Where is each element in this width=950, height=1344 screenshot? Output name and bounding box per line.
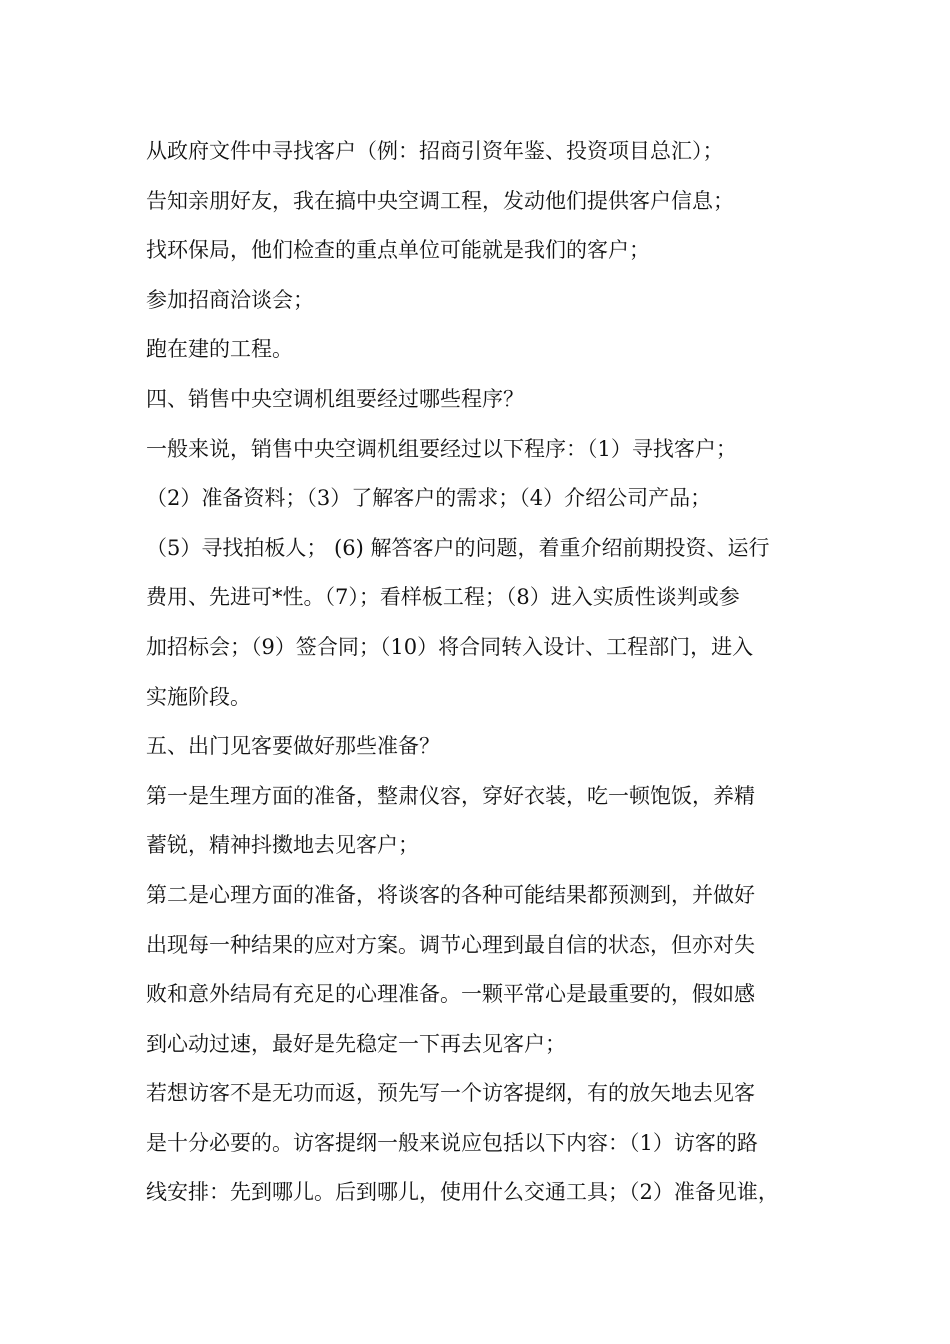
text-line: （5）寻找拍板人； (6) 解答客户的问题，着重介绍前期投资、运行 (146, 535, 770, 560)
text-line: 跑在建的工程。 (146, 337, 293, 362)
text-line: 到心动过速，最好是先稳定一下再去见客户； (146, 1031, 566, 1056)
section-heading: 五、出门见客要做好那些准备？ (146, 734, 440, 759)
text-line: 参加招商洽谈会； (146, 287, 314, 312)
text-line: 从政府文件中寻找客户（例：招商引资年鉴、投资项目总汇）； (146, 139, 724, 163)
document-body (146, 127, 826, 1218)
text-line: 第二是心理方面的准备，将谈客的各种可能结果都预测到，并做好 (146, 882, 755, 907)
text-line: 一般来说，销售中央空调机组要经过以下程序：（1）寻找客户； (146, 436, 737, 461)
text-line: 实施阶段。 (146, 684, 251, 709)
text-line: （2）准备资料；（3）了解客户的需求；（4）介绍公司产品； (146, 486, 712, 511)
text-line: 若想访客不是无功而返，预先写一个访客提纲，有的放矢地去见客 (146, 1081, 755, 1106)
section-heading: 四、销售中央空调机组要经过哪些程序？ (146, 386, 524, 411)
text-line: 找环保局，他们检查的重点单位可能就是我们的客户； (146, 238, 650, 263)
text-line: 出现每一种结果的应对方案。调节心理到最自信的状态，但亦对失 (146, 932, 755, 957)
text-line: 费用、先进可*性。（7）；看样板工程；（8）进入实质性谈判或参 (146, 585, 740, 610)
text-line: 是十分必要的。访客提纲一般来说应包括以下内容：（1）访客的路 (146, 1130, 758, 1155)
text-line: 告知亲朋好友，我在搞中央空调工程，发动他们提供客户信息； (146, 188, 734, 213)
text-line: 蓄锐，精神抖擞地去见客户； (146, 833, 419, 858)
text-line: 加招标会；（9）签合同；（10）将合同转入设计、工程部门，进入 (146, 634, 754, 659)
text-line: 败和意外结局有充足的心理准备。一颗平常心是最重要的，假如感 (146, 982, 755, 1007)
text-line: 第一是生理方面的准备，整肃仪容，穿好衣装，吃一顿饱饭，养精 (146, 783, 755, 808)
text-line: 线安排：先到哪儿。后到哪儿，使用什么交通工具；（2）准备见谁， (146, 1180, 779, 1205)
